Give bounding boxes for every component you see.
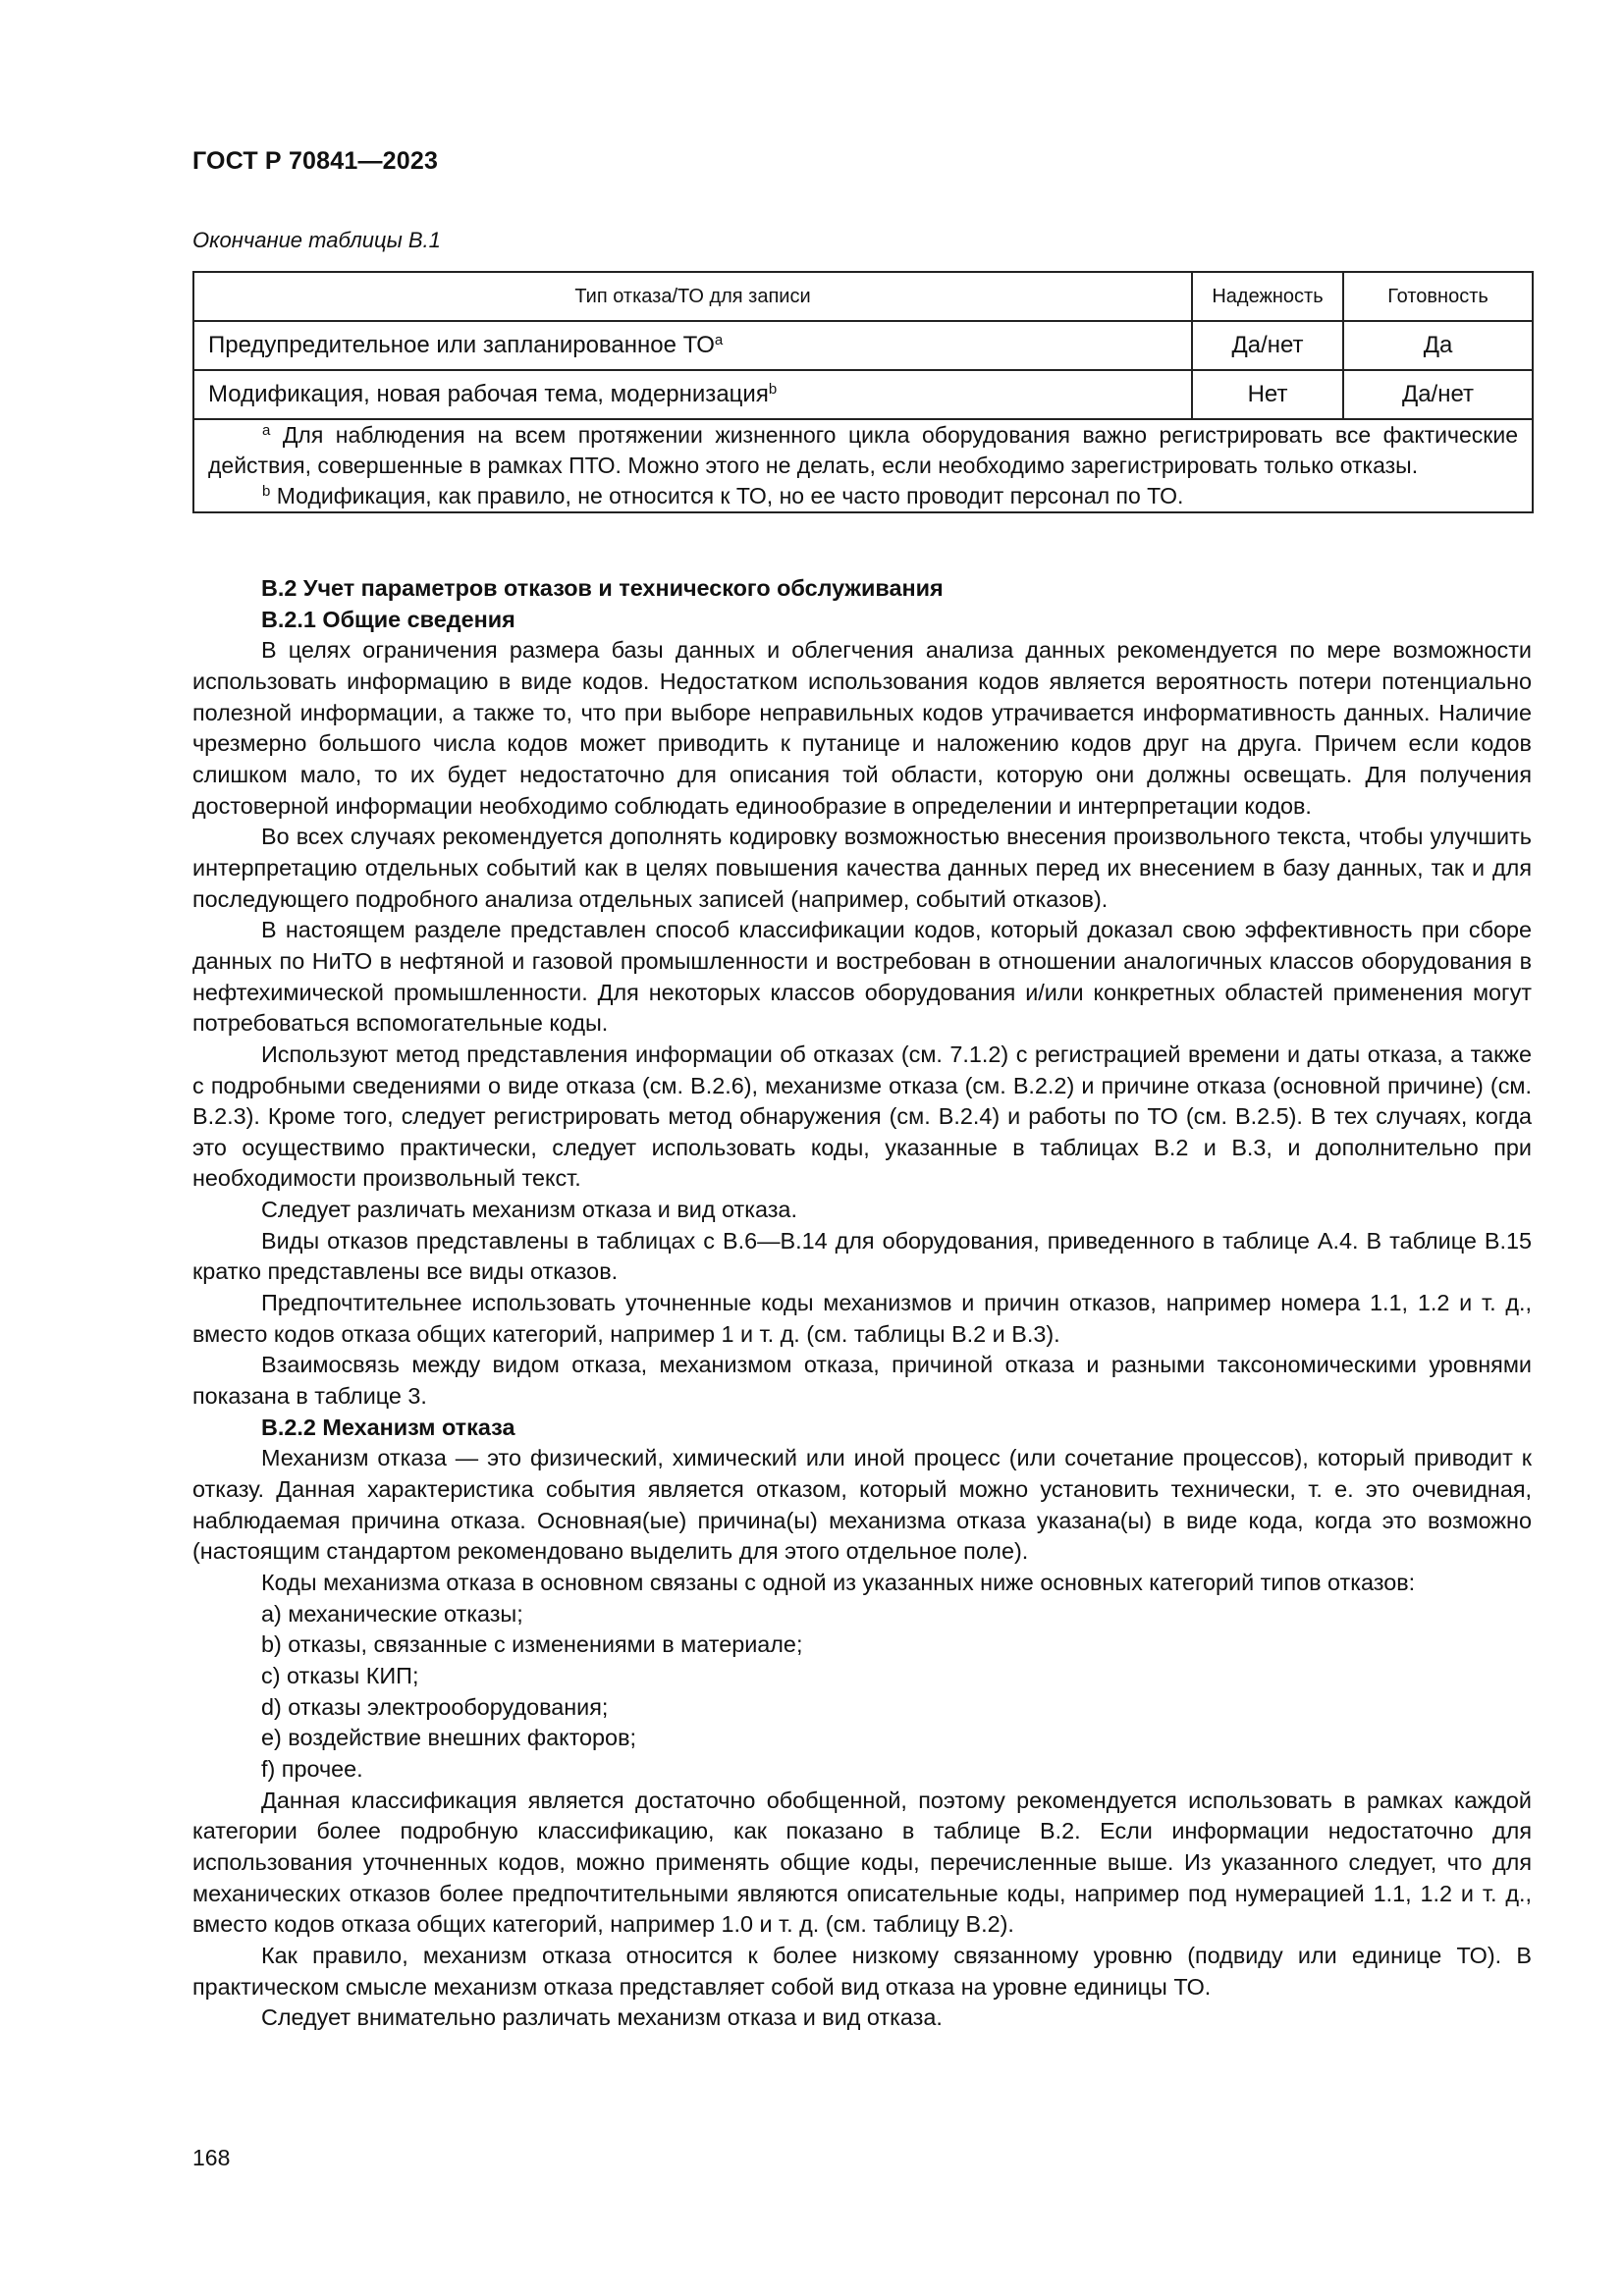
table-note bbox=[208, 481, 1518, 511]
list-item: b) отказы, связанные с изменениями в материале; bbox=[261, 1631, 803, 1658]
footnote-mark: b bbox=[262, 483, 271, 500]
row-label: Модификация, новая рабочая тема, модернизация bbox=[208, 381, 769, 407]
section-heading: В.2 Учет параметров отказов и технического обслуживания bbox=[261, 575, 944, 601]
note-text: Модификация, как правило, не относится к ТО, но ее часто проводит персонал по ТО. bbox=[270, 483, 1184, 508]
table-row bbox=[193, 321, 1533, 370]
footnote-mark: b bbox=[768, 381, 778, 398]
availability-cell: Да/нет bbox=[1343, 370, 1533, 419]
table-row bbox=[193, 370, 1533, 419]
subsection-heading: В.2.2 Механизм отказа bbox=[261, 1414, 515, 1440]
table-notes-cell bbox=[193, 419, 1533, 512]
paragraph: В настоящем разделе представлен способ классификации кодов, который доказал свою эффективность при сборе данных по НиТО в нефтяной и газовой промышленности и востребован в отношении аналогичных классов оборудования в нефтехимической промышленности. Для некоторых классов оборудования и/или конкретных областей применения могут потребоваться вспомогательные коды. bbox=[192, 917, 1532, 1037]
list-item: e) воздействие внешних факторов; bbox=[261, 1725, 636, 1751]
reliability-cell: Да/нет bbox=[1192, 321, 1343, 370]
list-item: a) механические отказы; bbox=[261, 1600, 523, 1627]
list-item: c) отказы КИП; bbox=[261, 1662, 419, 1688]
list-item: d) отказы электрооборудования; bbox=[261, 1693, 609, 1720]
column-header-reliability: Надежность bbox=[1192, 272, 1343, 321]
document-header: ГОСТ Р 70841—2023 bbox=[192, 147, 439, 175]
paragraph: В целях ограничения размера базы данных и облегчения анализа данных рекомендуется по мере возможности использовать информацию в виде кодов. Недостатком использования кодов является вероятность потери потенциально полезной информации, а также то, что при выборе неправильных кодов утрачивается информативность данных. Наличие чрезмерно большого числа кодов может приводить к путанице и наложению кодов друг на друга. Причем если кодов слишком мало, то их будет недостаточно для описания той области, которую они должны освещать. Для получения достоверной информации необходимо соблюдать единообразие в определении и интерпретации кодов. bbox=[192, 637, 1532, 819]
row-label-cell bbox=[193, 321, 1192, 370]
row-label-cell bbox=[193, 370, 1192, 419]
subsection-heading: В.2.1 Общие сведения bbox=[261, 606, 515, 632]
failure-type-table bbox=[192, 271, 1534, 513]
row-label: Предупредительное или запланированное ТО bbox=[208, 332, 715, 358]
paragraph: Используют метод представления информации об отказах (см. 7.1.2) с регистрацией времени и даты отказа, а также с подробными сведениями о виде отказа (см. В.2.6), механизме отказа (см. В.2.2) и причине отказа (основной причине) (см. В.2.3). Кроме того, следует регистрировать метод обнаружения (см. В.2.4) и работы по ТО (см. В.2.5). В тех случаях, когда это осуществимо практически, следует использовать коды, указанные в таблицах В.2 и В.3, и дополнительно при необходимости произвольный текст. bbox=[192, 1041, 1532, 1192]
footnote-mark: a bbox=[262, 422, 271, 439]
table-caption: Окончание таблицы В.1 bbox=[192, 228, 441, 252]
paragraph: Данная классификация является достаточно обобщенной, поэтому рекомендуется использовать в рамках каждой категории более подробную классификацию, как показано в таблице В.2. Если информации недостаточно для использования уточненных кодов, можно применять общие коды, перечисленные выше. Из указанного следует, что для механических отказов более предпочтительными являются описательные коды, например под нумерацией 1.1, 1.2 и т. д., вместо кодов отказа общих категорий, например 1.0 и т. д. (см. таблицу В.2). bbox=[192, 1787, 1532, 1938]
table-notes-row bbox=[193, 419, 1533, 512]
paragraph: Следует внимательно различать механизм отказа и вид отказа. bbox=[261, 2004, 943, 2031]
paragraph: Взаимосвязь между видом отказа, механизмом отказа, причиной отказа и разными таксономическими уровнями показана в таблице 3. bbox=[192, 1352, 1532, 1410]
paragraph: Во всех случаях рекомендуется дополнять кодировку возможностью внесения произвольного текста, чтобы улучшить интерпретацию отдельных событий как в целях повышения качества данных перед их внесением в базу данных, так и для последующего подробного анализа отдельных записей (например, событий отказов). bbox=[192, 824, 1532, 912]
paragraph: Предпочтительнее использовать уточненные коды механизмов и причин отказов, например номера 1.1, 1.2 и т. д., вместо кодов отказа общих категорий, например 1 и т. д. (см. таблицы В.2 и В.3). bbox=[192, 1290, 1532, 1347]
column-header-type: Тип отказа/ТО для записи bbox=[193, 272, 1192, 321]
paragraph: Виды отказов представлены в таблицах с В.6—В.14 для оборудования, приведенного в таблице А.4. В таблице В.15 кратко представлены все виды отказов. bbox=[192, 1227, 1532, 1285]
paragraph: Как правило, механизм отказа относится к более низкому связанному уровню (подвиду или единице ТО). В практическом смысле механизм отказа представляет собой вид отказа на уровне единицы ТО. bbox=[192, 1942, 1532, 2000]
paragraph: Коды механизма отказа в основном связаны с одной из указанных ниже основных категорий типов отказов: bbox=[261, 1570, 1416, 1595]
availability-cell: Да bbox=[1343, 321, 1533, 370]
note-text: Для наблюдения на всем протяжении жизненного цикла оборудования важно регистрировать все фактические действия, совершенные в рамках ПТО. Можно этого не делать, если необходимо зарегистрировать только отказы. bbox=[208, 422, 1518, 478]
paragraph: Следует различать механизм отказа и вид отказа. bbox=[261, 1197, 797, 1223]
footnote-mark: a bbox=[714, 332, 724, 348]
section-body bbox=[192, 573, 1532, 2034]
table-header-row bbox=[193, 272, 1533, 321]
column-header-availability: Готовность bbox=[1343, 272, 1533, 321]
list-item: f) прочее. bbox=[261, 1755, 363, 1782]
paragraph: Механизм отказа — это физический, химический или иной процесс (или сочетание процессов), который приводит к отказу. Данная характеристика события является отказом, который можно установить технически, т. е. это очевидная, наблюдаемая причина отказа. Основная(ые) причина(ы) механизма отказа указана(ы) в виде кода, когда это возможно (настоящим стандартом рекомендовано выделить для этого отдельное поле). bbox=[192, 1445, 1532, 1565]
reliability-cell: Нет bbox=[1192, 370, 1343, 419]
table-note bbox=[208, 420, 1518, 481]
page-number: 168 bbox=[192, 2145, 231, 2170]
